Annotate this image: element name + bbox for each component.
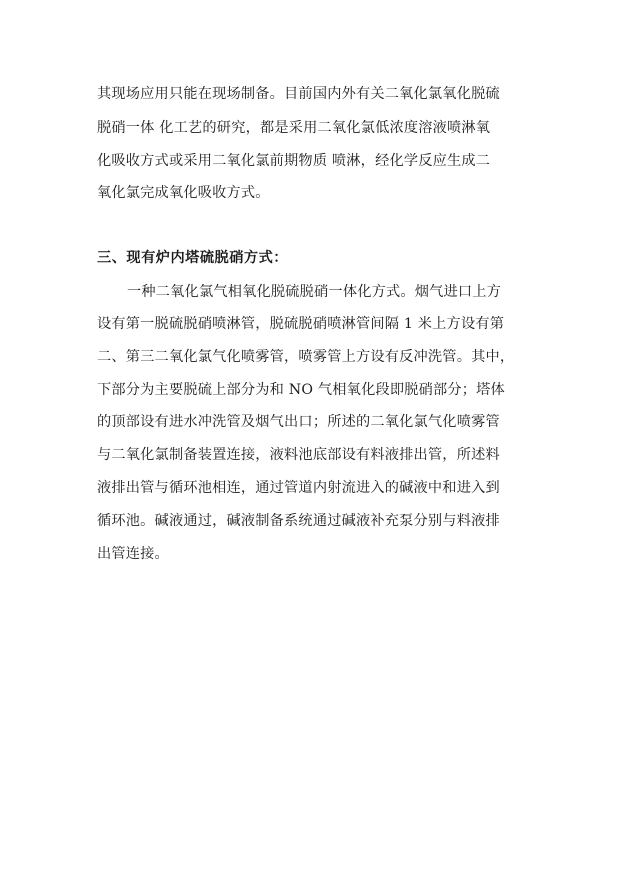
paragraph1-line-1: 其现场应用只能在现场制备。目前国内外有关二氧化氯氧化脱硫 (97, 86, 500, 102)
section-line-9: 出管连接。 (97, 546, 169, 562)
paragraph1-line-2: 脱硝一体 化工艺的研究，都是采用二氧化氯低浓度溶液喷淋氧 (97, 120, 491, 136)
section-line-7: 液排出管与循环池相连，通过管道内射流进入的碱液中和进入到 (97, 480, 500, 496)
section-line-4: 下部分为主要脱硫上部分为和 NO 气相氧化段即脱硝部分；塔体 (97, 382, 505, 398)
section-line-8: 循环池。碱液通过，碱液制备系统通过碱液补充泵分别与料液排 (97, 513, 500, 529)
section-line-2: 设有第一脱硫脱硝喷淋管，脱硫脱硝喷淋管间隔 1 米上方设有第 (97, 316, 505, 332)
section-line-6: 与二氧化氯制备装置连接，液料池底部设有料液排出管，所述料 (97, 447, 500, 463)
section-heading: 三、现有炉内塔硫脱硝方式： (97, 250, 288, 266)
section-line-1: 一种二氧化氯气相氧化脱硫脱硝一体化方式。烟气进口上方 (127, 284, 502, 300)
section-line-5: 的顶部设有进水冲洗管及烟气出口；所述的二氧化氯气化喷雾管 (97, 414, 500, 430)
paragraph1-line-4: 氧化氯完成氧化吸收方式。 (97, 185, 270, 201)
section-line-3: 二、第三二氧化氯气化喷雾管，喷雾管上方设有反冲洗管。其中， (97, 349, 515, 365)
paragraph1-line-3: 化吸收方式或采用二氧化氯前期物质 喷淋，经化学反应生成二 (97, 153, 491, 169)
